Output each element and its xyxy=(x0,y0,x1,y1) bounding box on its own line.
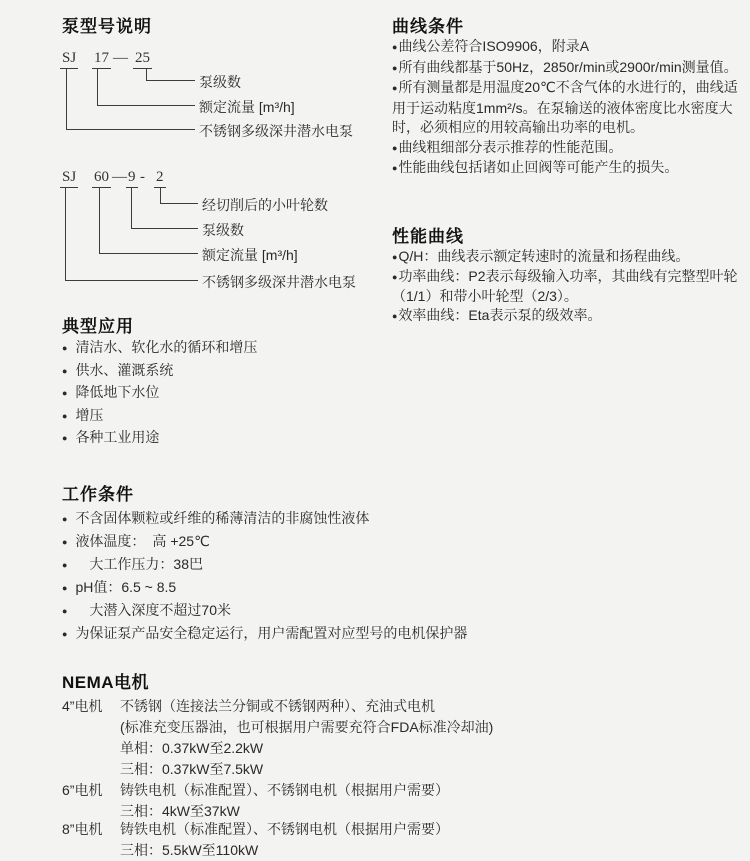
connector-line xyxy=(99,187,100,253)
bullet-item: ● 曲线粗细部分表示推荐的性能范围。 xyxy=(392,138,748,159)
motor-size-label: 8”电机 xyxy=(62,821,103,837)
section-title-working-conditions: 工作条件 xyxy=(62,485,134,504)
connector-line xyxy=(99,253,198,254)
connector-line xyxy=(131,228,198,229)
section-title-curve-conditions: 曲线条件 xyxy=(392,17,464,36)
motor-spec-line: 不锈钢（连接法兰分铜或不锈钢两种）、充油式电机 xyxy=(120,698,435,714)
bullet-item: ● 供水、灌溉系统 xyxy=(62,360,257,383)
section-title-typical-applications: 典型应用 xyxy=(62,317,134,336)
motor-spec-line: 三相：0.37kW至7.5kW xyxy=(120,761,264,777)
curve-conditions-list xyxy=(392,37,748,179)
model-code-prefix: SJ xyxy=(60,50,78,69)
bullet-item: ● 降低地下水位 xyxy=(62,382,257,405)
bullet-item: ● pH值：6.5 ~ 8.5 xyxy=(62,576,467,599)
connector-line xyxy=(146,68,147,80)
connector-line xyxy=(66,129,195,130)
callout-label-flow: 额定流量 [m³/h] xyxy=(199,99,295,115)
connector-line xyxy=(131,187,132,228)
typical-applications-list xyxy=(62,337,257,450)
callout-label-stages: 泵级数 xyxy=(199,74,241,90)
callout-label-trimmed-impellers: 经切削后的小叶轮数 xyxy=(202,197,328,213)
bullet-item: ● 功率曲线：P2表示每级输入功率，其曲线有完整型叶轮（1/1）和带小叶轮型（2/3）。 xyxy=(392,267,748,306)
model-code-dash: - xyxy=(140,169,145,185)
model-code-trimmed-impellers: 2 xyxy=(154,169,166,188)
motor-spec-line: 三相：4kW至37kW xyxy=(120,803,240,819)
bullet-item: ● 不含固体颗粒或纤维的稀薄清洁的非腐蚀性液体 xyxy=(62,507,467,530)
model-code-stages: 9 xyxy=(126,169,138,188)
connector-line xyxy=(66,68,67,129)
bullet-item: ● Q/H：曲线表示额定转速时的流量和扬程曲线。 xyxy=(392,247,748,267)
section-title-nema-motors: NEMA电机 xyxy=(62,673,150,692)
motor-size-label: 4”电机 xyxy=(62,698,103,714)
bullet-item: ● 性能曲线包括诸如止回阀等可能产生的损失。 xyxy=(392,158,748,179)
motor-spec-line: 铸铁电机（标准配置）、不锈钢电机（根据用户需要） xyxy=(120,821,449,837)
bullet-item: ● 大工作压力：38巴 xyxy=(62,553,467,576)
bullet-item: ● 所有曲线都基于50Hz，2850r/min或2900r/min测量值。 xyxy=(392,58,748,79)
connector-line xyxy=(146,80,195,81)
bullet-item: ● 所有测量都是用温度20℃不含气体的水进行的，曲线适用于运动粘度1mm²/s。在泵输送的液体密度比水密度大时，必须相应的用较高输出功率的电机。 xyxy=(392,78,748,138)
model-code-flow: 17 xyxy=(92,50,111,69)
bullet-item: ● 曲线公差符合ISO9906，附录A xyxy=(392,37,748,58)
motor-size-label: 6”电机 xyxy=(62,782,103,798)
bullet-item: ● 为保证泵产品安全稳定运行，用户需配置对应型号的电机保护器 xyxy=(62,622,467,645)
connector-line xyxy=(160,203,198,204)
connector-line xyxy=(160,187,161,203)
bullet-item: ● 各种工业用途 xyxy=(62,427,257,450)
callout-label-series: 不锈钢多级深井潜水电泵 xyxy=(202,274,356,290)
model-code-dash: — xyxy=(112,169,127,185)
connector-line xyxy=(65,280,198,281)
callout-label-series: 不锈钢多级深井潜水电泵 xyxy=(199,123,353,139)
model-code-stages: 25 xyxy=(133,50,152,69)
section-title-pump-model: 泵型号说明 xyxy=(62,17,152,36)
working-conditions-list xyxy=(62,507,467,645)
bullet-item: ● 清洁水、软化水的循环和增压 xyxy=(62,337,257,360)
motor-spec-line: 铸铁电机（标准配置）、不锈钢电机（根据用户需要） xyxy=(120,782,449,798)
callout-label-flow: 额定流量 [m³/h] xyxy=(202,247,298,263)
connector-line xyxy=(97,68,98,105)
callout-label-stages: 泵级数 xyxy=(202,222,244,238)
bullet-item: ● 效率曲线：Eta表示泵的级效率。 xyxy=(392,306,748,326)
section-title-performance-curves: 性能曲线 xyxy=(392,227,464,246)
bullet-item: ● 增压 xyxy=(62,405,257,428)
connector-line xyxy=(97,105,195,106)
performance-curves-list xyxy=(392,247,748,326)
motor-spec-line: (标准充变压器油，也可根据用户需要充符合FDA标准冷却油) xyxy=(120,719,494,735)
motor-spec-line: 单相：0.37kW至2.2kW xyxy=(120,740,264,756)
bullet-item: ● 大潜入深度不超过70米 xyxy=(62,599,467,622)
motor-spec-line: 三相：5.5kW至110kW xyxy=(120,842,259,858)
model-code-dash: — xyxy=(113,50,128,66)
connector-line xyxy=(65,187,66,280)
bullet-item: ● 液体温度： 高 +25℃ xyxy=(62,530,467,553)
model-code-prefix: SJ xyxy=(60,169,78,188)
model-code-flow: 60 xyxy=(92,169,111,188)
